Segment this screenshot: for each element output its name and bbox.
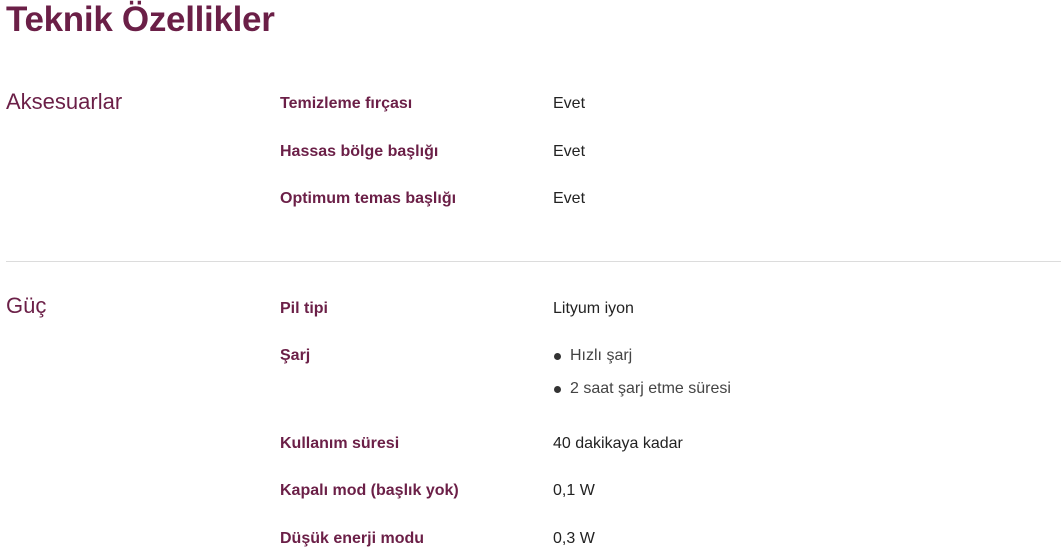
spec-label: Şarj bbox=[280, 347, 311, 364]
section-divider bbox=[6, 261, 1061, 262]
charging-bullet-list bbox=[553, 345, 731, 411]
spec-value: Evet bbox=[553, 143, 586, 160]
spec-label: Pil tipi bbox=[280, 300, 328, 317]
spec-value: Evet bbox=[553, 190, 586, 207]
bullet-text: 2 saat şarj etme süresi bbox=[570, 380, 731, 397]
spec-label: Kapalı mod (başlık yok) bbox=[280, 482, 459, 499]
bullet-item bbox=[553, 345, 731, 378]
page-title: Teknik Özellikler bbox=[6, 0, 275, 39]
spec-value: 0,3 W bbox=[553, 530, 595, 547]
spec-label: Kullanım süresi bbox=[280, 435, 400, 452]
bullet-dot-icon bbox=[554, 353, 561, 360]
section-title-accessories: Aksesuarlar bbox=[6, 89, 123, 114]
spec-value: Lityum iyon bbox=[553, 300, 634, 317]
bullet-text: Hızlı şarj bbox=[570, 347, 633, 364]
section-title-power: Güç bbox=[6, 293, 47, 318]
spec-label: Düşük enerji modu bbox=[280, 530, 425, 547]
spec-value: Evet bbox=[553, 95, 586, 112]
bullet-dot-icon bbox=[554, 386, 561, 393]
spec-value: 0,1 W bbox=[553, 482, 595, 499]
spec-value: 40 dakikaya kadar bbox=[553, 435, 683, 452]
spec-label: Temizleme fırçası bbox=[280, 95, 413, 112]
bullet-item bbox=[553, 378, 731, 411]
spec-label: Optimum temas başlığı bbox=[280, 190, 457, 207]
spec-label: Hassas bölge başlığı bbox=[280, 143, 439, 160]
